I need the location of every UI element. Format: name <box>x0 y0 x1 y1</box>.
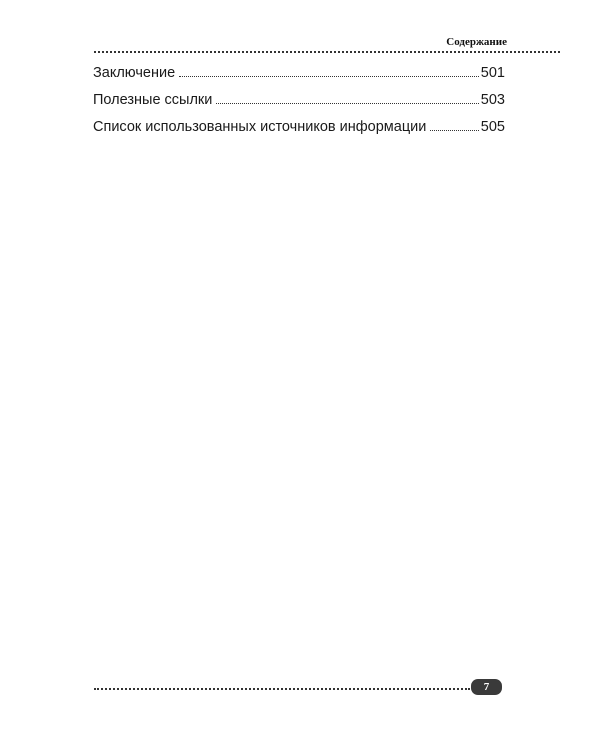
toc-entry-page: 505 <box>480 119 505 135</box>
toc-entry-page: 503 <box>480 92 505 108</box>
header-dotted-rule <box>94 51 560 53</box>
toc-entry-useful-links <box>93 92 505 119</box>
page-number-badge: 7 <box>471 679 502 695</box>
toc-dot-leader <box>216 103 478 104</box>
running-header-title: Содержание <box>446 36 507 48</box>
table-of-contents <box>93 65 505 146</box>
toc-entry-conclusion <box>93 65 505 92</box>
toc-entry-label: Список использованных источников информации <box>93 119 427 135</box>
toc-entry-page: 501 <box>480 65 505 81</box>
toc-dot-leader <box>179 76 479 77</box>
toc-entry-label: Заключение <box>93 65 176 81</box>
footer-dotted-rule <box>94 688 470 690</box>
toc-dot-leader <box>430 130 478 131</box>
toc-entry-label: Полезные ссылки <box>93 92 213 108</box>
toc-entry-sources <box>93 119 505 146</box>
